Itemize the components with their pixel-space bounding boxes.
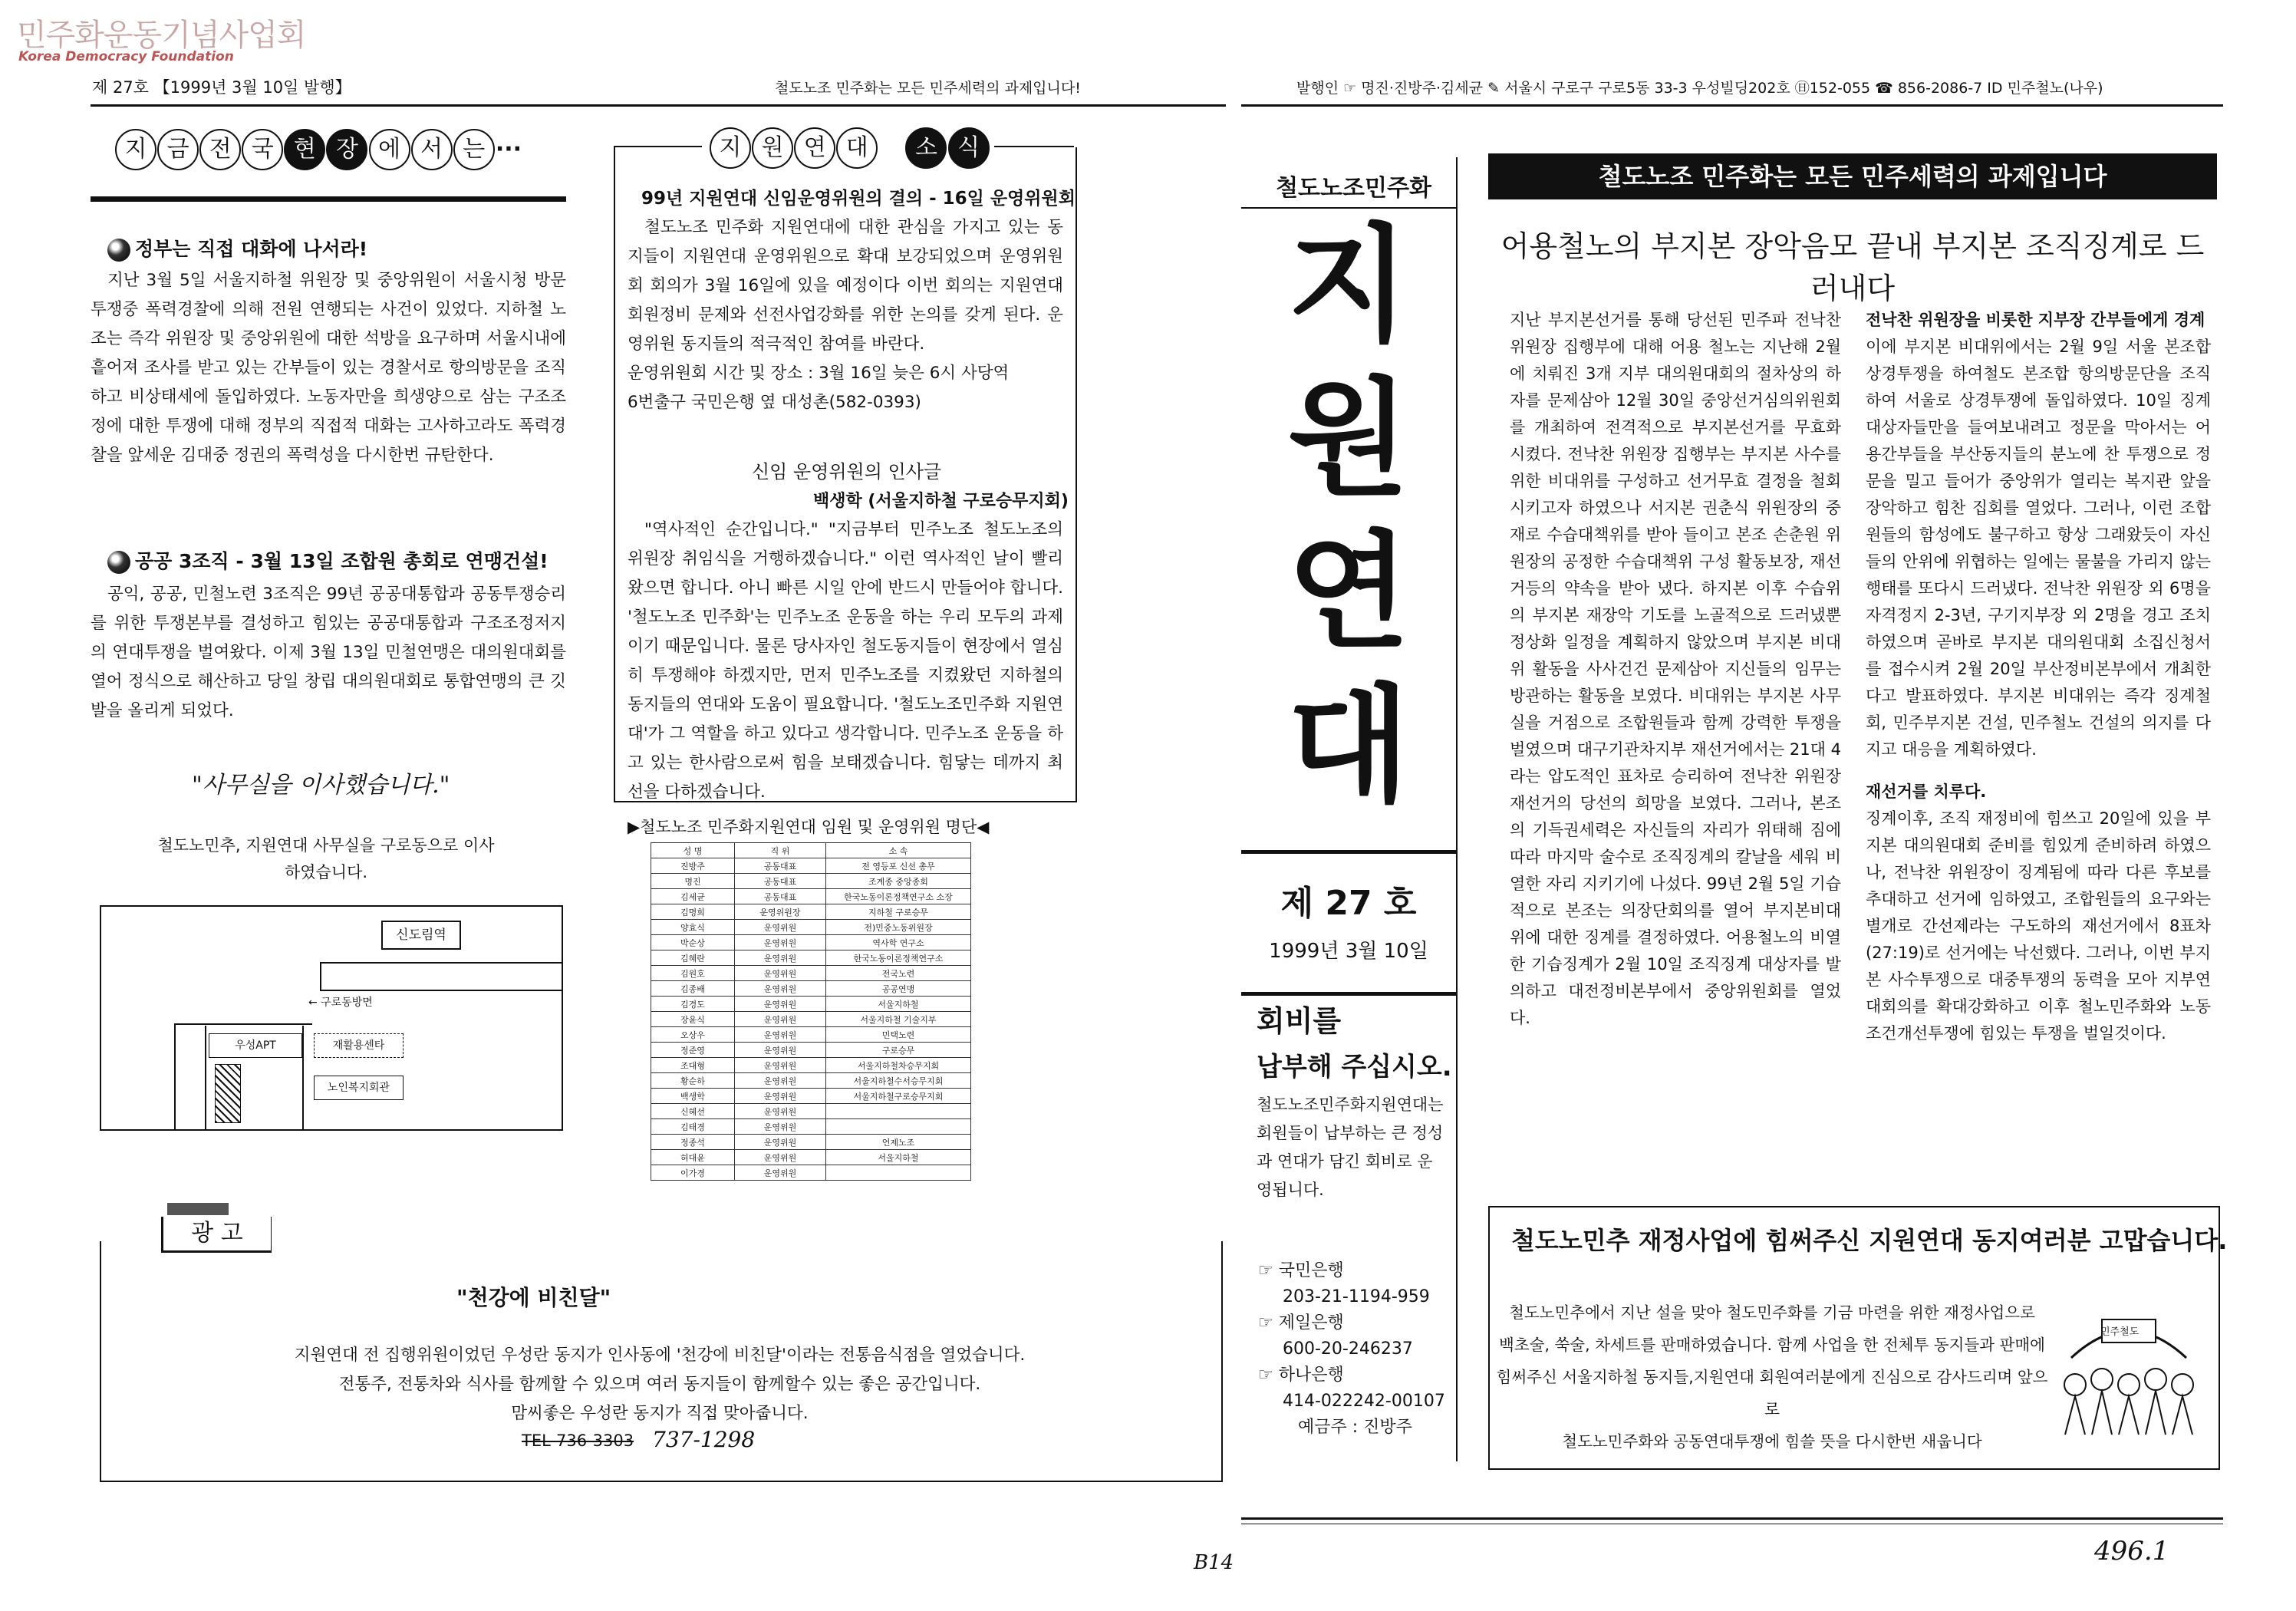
roster-cell: 서울지하철 [826,1150,971,1165]
left-header-rule [91,104,1226,107]
article1-heading: 정부는 직접 대화에 나서라! [107,234,367,262]
ad-phone-old: TEL-736-3303 [522,1431,634,1450]
bank-name: ☞ 국민은행 [1258,1261,1344,1280]
cartoon-people-icon [2056,1289,2202,1442]
roster-cell: 신혜선 [651,1104,735,1119]
roster-cell: 운영위원 [735,920,826,935]
roster-cell: 허대윤 [651,1150,735,1165]
roster-cell: 명진 [651,874,735,889]
headline: 어용철노의 부지본 장악음모 끝내 부지본 조직징계로 드러내다 [1500,229,2205,305]
roster-cell [826,1165,971,1181]
roster-header: 소 속 [826,843,971,858]
roster-cell: 양효식 [651,920,735,935]
roster-cell: 서울지하철 [826,997,971,1012]
masthead-char: 지 [1287,212,1410,359]
map-street-v3 [302,1026,304,1129]
roster-row [651,858,971,874]
masthead-char: 연 [1287,519,1410,666]
bank-account: 203-21-1194-959 [1283,1287,1430,1306]
title-char: 전 [199,129,241,170]
roster-header: 직 위 [735,843,826,858]
fee-title-1: 회비를 [1257,1004,1342,1038]
left-header-issue: 제 27호 【1999년 3월 10일 발행】 [92,78,351,97]
roster-cell: 운영위원 [735,1089,826,1104]
roster-row [651,1119,971,1135]
office-map [100,905,563,1131]
roster-row [651,1058,971,1073]
roster-row [651,950,971,966]
roster-row [651,1135,971,1150]
roster-row [651,981,971,997]
ad-title: "천강에 비친달" [456,1285,611,1310]
center-mark: B14 [1194,1551,1234,1574]
bank-name: ☞ 하나은행 [1258,1366,1344,1385]
title-char: 장 [326,129,367,170]
handwritten-page-number: 496.1 [2094,1536,2169,1567]
roster-cell: 김태경 [651,1119,735,1135]
roster-cell: 이가경 [651,1165,735,1181]
article-col2: 전낙찬 위원장을 비롯한 지부장 간부들에게 경계 이에 부지본 비대위에서는 2월 9일 서울 본조합 상경투쟁을 하여철도 본조합 항의방문단을 조직하여 서울로 상경투쟁에 돌입하였다. 10일 징계대상자들만을 들여보내려고 정문을 막아서는 어용간부들을 부산동지들의 분노에 찬 투쟁으로 정문을 밀고 들어가 중앙위가 열리는 복지관 앞을 장악하고 힘찬 집회를 열었다. 그러나, 이런 조합원들의 함성에도 불구하고 항상 그래왔듯이 자신들의 안위에 위협하는 일에는 물불을 가리지 않는 행태를 또다시 드러냈다. 전낙찬 위원장 외 6명을 자격정지 2-3년, 구기지부장 외 2명을 경고 조치하였으며 곧바로 부지본 대의원대회 소집신청서를 접수시켜 2월 20일 부산정비본부에서 개최한다고 발표하였다. 부지본 비대위는 즉각 징계철회, 민주부지본 건설, 민주철노 건설의 의지를 다지고 대응을 계획하였다. 재선거를 치루다. 징계이후, 조직 재정비에 힘쓰고 20일에 있을 부지본 대의원대회 준비를 힘있게 준비하려 하였으나, 전낙찬 위원장이 징계됨에 따라 다른 후보를 추대하고 선거에 임하였고, 조합원들의 요구와는 별개로 간선제라는 구도하의 재선거에서 8표차(27:19)로 선거에는 낙선했다. 그러나, 이번 부지본 사수투쟁으로 대중투쟁의 동력을 모아 지부연대회의를 확대강화하고 이후 철노민주화와 노동조건개선투쟁에 힘있는 투쟁을 벌일것이다. [1866,311,2211,1043]
roster-cell: 조계종 중앙종회 [826,874,971,889]
title-char: 연 [794,127,835,169]
map-road-line [320,990,562,991]
roster-cell: 운영위원 [735,1058,826,1073]
roster-cell: 오상우 [651,1027,735,1043]
title-char: 는 [453,129,495,170]
moving-body: 철도노민추, 지원연대 사무실을 구로동으로 이사하였습니다. [157,836,495,881]
fee-notice [1241,997,1456,1204]
map-center: 재활용센타 [314,1033,404,1058]
article2-body: 공익, 공공, 민철노련 3조직은 99년 공공대통합과 공동투쟁승리를 위한 투쟁본부를 결성하고 힘있는 공공대통합과 구조조정저지의 연대투쟁을 벌여왔다. 이제 3월 13일 민철연맹은 대의원대회를 열어 정식으로 해산하고 당일 창립 대의원대회로 통합연맹의 큰 깃발을 올리게 되었다. [91,585,566,720]
roster-cell: 서울지하철수서승무지회 [826,1073,971,1089]
roster-row [651,904,971,920]
roster-cell: 김경도 [651,997,735,1012]
roster-row [651,1150,971,1165]
roster-row [651,1043,971,1058]
roster-cell: 김혜란 [651,950,735,966]
watermark-korean: 민주화운동기념사업회 [17,18,306,53]
roster-cell: 운영위원 [735,1027,826,1043]
thanks-body: 철도노민추에서 지난 설을 맞아 철도민주화를 기금 마련을 위한 재정사업으로 백초술, 쑥술, 차세트를 판매하였습니다. 함께 사업을 한 전체투 동지들과 판매에 힘써주신 서울지하철 동지들,지원연대 회원여러분에게 진심으로 감사드리며 앞으로 철도노민주화와 공동연대투쟁에 힘쓸 뜻을 다시한번 새웁니다 [1496,1303,2048,1451]
banner: 철도노조 민주화는 모든 민주세력의 과제입니다 [1488,153,2217,199]
bank-list [1258,1258,1450,1441]
roster-cell [826,1119,971,1135]
roster-cell: 조대형 [651,1058,735,1073]
title-char: 소 [905,127,947,169]
section-title-field-news [115,129,522,170]
roster-cell: 전 영등포 신선 총무 [826,858,971,874]
masthead-char: 대 [1287,672,1410,819]
article-col1: 지난 부지본선거를 통해 당선된 민주파 전낙찬 위원장 집행부에 대해 어용 철노는 지난해 2월에 치뤄진 3개 지부 대의원대회의 절차상의 하자를 문제삼아 12월 30일 중앙선거심의위원회를 개최하여 전격적으로 부지본선거를 무효화시켰다. 전낙찬 위원장 집행부는 부지본 사수를 위한 비대위를 구성하고 선거무효 결정을 철회시키고자 하였으나 서지본 권춘식 위원장의 중재로 수습대책위를 받아 들이고 본조 손춘원 위원장의 공정한 수습대책위 구성 활동보장, 재선거등의 약속을 받아 냈다. 하지본 이후 수습위의 부지본 재장악 기도를 노골적으로 드러냈뿐 정상화 일정을 계획하지 않았으며 부지본 비대위 활동을 사사건건 문제삼아 지신들의 임무는 방관하는 활동을 보였다. 비대위는 부지본 사무실을 거점으로 조합원들과 함께 강력한 투쟁을 벌였으며 대구기관차지부 재선거에서는 21대 4라는 압도적인 표차로 승리하여 전낙찬 위원장 재선거의 당선의 희망을 보였다. 그러나, 본조의 기득권세력은 자신들의 자리가 위태해 짐에 따라 마지막 술수로 조직징계의 칼날을 세워 비열한 자리 지키기에 나섰다. 99년 2월 5일 기습적으로 본조는 의장단회의를 열어 부지본비대위에 대한 징계를 결정하였다. 어용철노의 비열한 기습징계가 2월 10일 조직징계 대상자를 발의하고 대전정비본부에서 중앙위원회를 열었다. [1510,311,1841,1027]
fee-title-2: 납부해 주십시오. [1257,1052,1452,1082]
map-station: 신도림역 [381,921,461,950]
watermark-english: Korea Democracy Foundation [18,49,234,64]
map-street-v [174,1023,176,1129]
greeting-author: 백생학 (서울지하철 구로승무지회) [813,492,1069,511]
roster-cell: 김종배 [651,981,735,997]
article2-heading: 공공 3조직 - 3월 13일 조합원 총회로 연맹건설! [107,546,548,574]
roster-cell: 황순하 [651,1073,735,1089]
roster-cell: 정종석 [651,1135,735,1150]
title-char: 국 [242,129,283,170]
roster-row [651,966,971,981]
roster-row [651,1165,971,1181]
roster-row [651,889,971,904]
ad-label-tab [167,1203,229,1215]
left-header-slogan: 철도노조 민주화는 모든 민주세력의 과제입니다! [775,80,1081,97]
roster-title: ▶철도노조 민주화지원연대 임원 및 운영위원 명단◀ [628,818,990,836]
roster-cell: 공공연맹 [826,981,971,997]
roster-row [651,1104,971,1119]
issue-box [1241,850,1456,996]
bank-account: 414-022242-00107 [1283,1392,1445,1411]
roster-cell: 정준영 [651,1043,735,1058]
right-header-rule [1241,104,2223,107]
title-char: 대 [836,127,878,169]
greeting-title: 신임 운영위원의 인사글 [752,461,942,483]
roster-cell [826,1104,971,1119]
roster-header: 성 명 [651,843,735,858]
globe-bullet-icon [107,551,130,574]
roster-cell: 운영위원 [735,1150,826,1165]
globe-bullet-icon [107,239,130,262]
roster-cell: 운영위원 [735,1104,826,1119]
roster-cell: 운영위원 [735,997,826,1012]
section1-rule [91,196,566,202]
roster-cell: 공동대표 [735,874,826,889]
roster-cell: 김세균 [651,889,735,904]
ad-label: 광 고 [161,1217,272,1253]
title-char: 지 [710,127,751,169]
roster-cell: 구로승무 [826,1043,971,1058]
roster-cell: 서울지하철차승무지회 [826,1058,971,1073]
roster-row [651,1089,971,1104]
roster-cell: 운영위원 [735,966,826,981]
masthead-subtitle: 철도노조민주화 [1276,175,1431,202]
greeting-body: "역사적인 순간입니다." "지금부터 민주노조 철도노조의 위원장 취임식을 거행하겠습니다." 이런 역사적인 날이 빨리 왔으면 합니다. 아니 빠른 시일 안에 반드시 만들어야 합니다. '철도노조 민주화'는 민주노조 운동을 하는 우리 모두의 과제이기 때문입니다. 물론 당사자인 철도동지들이 현장에서 열심히 투쟁해야 하겠지만, 먼저 민주노조를 지켰왔던 지하철의 동지들의 연대와 도움이 필요합니다. '철도노조민주화 지원연대'가 그 역할을 하고 있다고 생각합니다. 민주노조 운동을 하고 있는 한사람으로써 힘을 보태겠습니다. 힘닿는 데까지 최선을 다하겠습니다. [628,520,1063,802]
title-char: 원 [752,127,793,169]
roster-cell: 백생학 [651,1089,735,1104]
roster-cell: 언제노조 [826,1135,971,1150]
right-header-publisher: 발행인 ☞ 명진·진방주·김세균 ✎ 서울시 구로구 구로5동 33-3 우성빌딩202호 ㊐152-055 ☎ 856-2086-7 ID 민주철노(나우) [1296,80,2103,97]
roster-cell: 진방주 [651,858,735,874]
title-char: 서 [411,129,453,170]
notice-body: 철도노조 민주화 지원연대에 대한 관심을 가지고 있는 동지들이 지원연대 운영위원으로 확대 보강되었으며 운영위원회 회의가 3월 16일에 있을 예정이다 이번 회의는 지원연대 회원정비 문제와 선전사업강화를 위한 논의를 갖게 된다. 운영위원 동지들의 적극적인 참여를 바란다. 운영위원회 시간 및 장소 : 3월 16일 늦은 6시 사당역 6번출구 국민은행 옆 대성촌(582-0393) [628,218,1063,412]
map-office-building [215,1064,241,1123]
title-char: 금 [157,129,199,170]
roster-cell: 운영위원 [735,1073,826,1089]
roster-row [651,1012,971,1027]
bank-name: ☞ 제일은행 [1258,1313,1344,1333]
article1-body: 지난 3월 5일 서울지하철 위원장 및 중앙위원이 서울시청 방문투쟁중 폭력경찰에 의해 전원 연행되는 사건이 있었다. 지하철 노조는 즉각 위원장 및 중앙위원에 대한 석방을 요구하며 서울시내에 흩어져 조사를 받고 있는 간부들이 있는 경찰서로 항의방문을 조직하고 비상태세에 돌입하였다. 노동자만을 희생양으로 삼는 구조조정에 대한 투쟁에 대해 정부의 직접적 대화는 고사하고라도 폭력경찰을 앞세운 김대중 정권의 폭력성을 다시한번 규탄한다. [91,271,566,465]
map-direction: ← 구로동방면 [308,997,373,1009]
roster-cell: 김원호 [651,966,735,981]
moving-title: "사무실을 이사했습니다." [192,772,450,799]
thanks-title: 철도노민추 재정사업에 힘써주신 지원연대 동지여러분 고맙습니다. [1511,1226,2228,1255]
map-street-v2 [205,1026,206,1129]
fee-body: 철도노조민주화지원연대는 회원들이 납부하는 큰 정성과 연대가 담긴 회비로 운영됩니다. [1257,1095,1444,1199]
title-char: 식 [948,127,990,169]
title-ellipsis: ··· [495,136,522,163]
roster-cell: 서울지하철 기술지부 [826,1012,971,1027]
roster-cell: 역사학 연구소 [826,935,971,950]
masthead-title [1241,207,1456,853]
right-footer-rule [1241,1517,2223,1520]
roster-cell: 운영위원 [735,1165,826,1181]
roster-cell: 운영위원 [735,1043,826,1058]
title-char: 지 [115,129,156,170]
cartoon-sign: 민주철도 [2100,1326,2140,1338]
roster-cell: 운영위원 [735,950,826,966]
roster-row [651,1073,971,1089]
issue-date: 1999년 3월 10일 [1269,940,1428,963]
map-apt: 우성APT [209,1033,302,1058]
roster-cell: 지하철 구로승무 [826,904,971,920]
roster-cell: 공동대표 [735,889,826,904]
roster-cell: 운영위원 [735,1135,826,1150]
roster-cell: 한국노동이론정책연구소 [826,950,971,966]
roster-table-wrap [651,842,971,1181]
issue-number: 제 27 호 [1280,884,1417,923]
map-welfare: 노인복지회관 [314,1076,404,1100]
roster-cell: 김명희 [651,904,735,920]
roster-cell: 박순상 [651,935,735,950]
roster-cell: 한국노동이론정책연구소 소장 [826,889,971,904]
roster-row [651,935,971,950]
roster-row [651,920,971,935]
bank-account: 600-20-246237 [1283,1339,1413,1359]
roster-cell: 공동대표 [735,858,826,874]
ad-body: 지원연대 전 집행위원이었던 우성란 동지가 인사동에 '천강에 비친달'이라는 전통음식점을 열었습니다. 전통주, 전통차와 식사를 함께할 수 있으며 여러 동지들이 함께할수 있는 좋은 공간입니다. 맘씨좋은 우성란 동지가 직접 맞아줍니다. [294,1346,1026,1423]
map-street [174,1023,312,1025]
roster-table [651,842,971,1181]
roster-cell: 운영위원 [735,1012,826,1027]
roster-row [651,997,971,1012]
roster-cell: 운영위원 [735,981,826,997]
roster-cell: 운영위원 [735,1119,826,1135]
title-char: 현 [284,129,325,170]
roster-cell: 서울지하철구로승무지회 [826,1089,971,1104]
roster-cell: 전국노련 [826,966,971,981]
depositor: 예금주 : 진방주 [1298,1418,1412,1437]
roster-row [651,874,971,889]
masthead-char: 원 [1287,365,1410,512]
roster-cell: 운영위원장 [735,904,826,920]
ad-phone-handwritten: 737-1298 [652,1427,756,1452]
roster-cell: 전)민중노동위원장 [826,920,971,935]
notice-heading: 99년 지원연대 신임운영위원의 결의 - 16일 운영위원회 [641,189,1076,209]
title-char: 에 [369,129,410,170]
roster-cell: 장윤식 [651,1012,735,1027]
roster-row [651,1027,971,1043]
map-road [320,962,563,991]
roster-cell: 운영위원 [735,935,826,950]
roster-cell: 민택노련 [826,1027,971,1043]
